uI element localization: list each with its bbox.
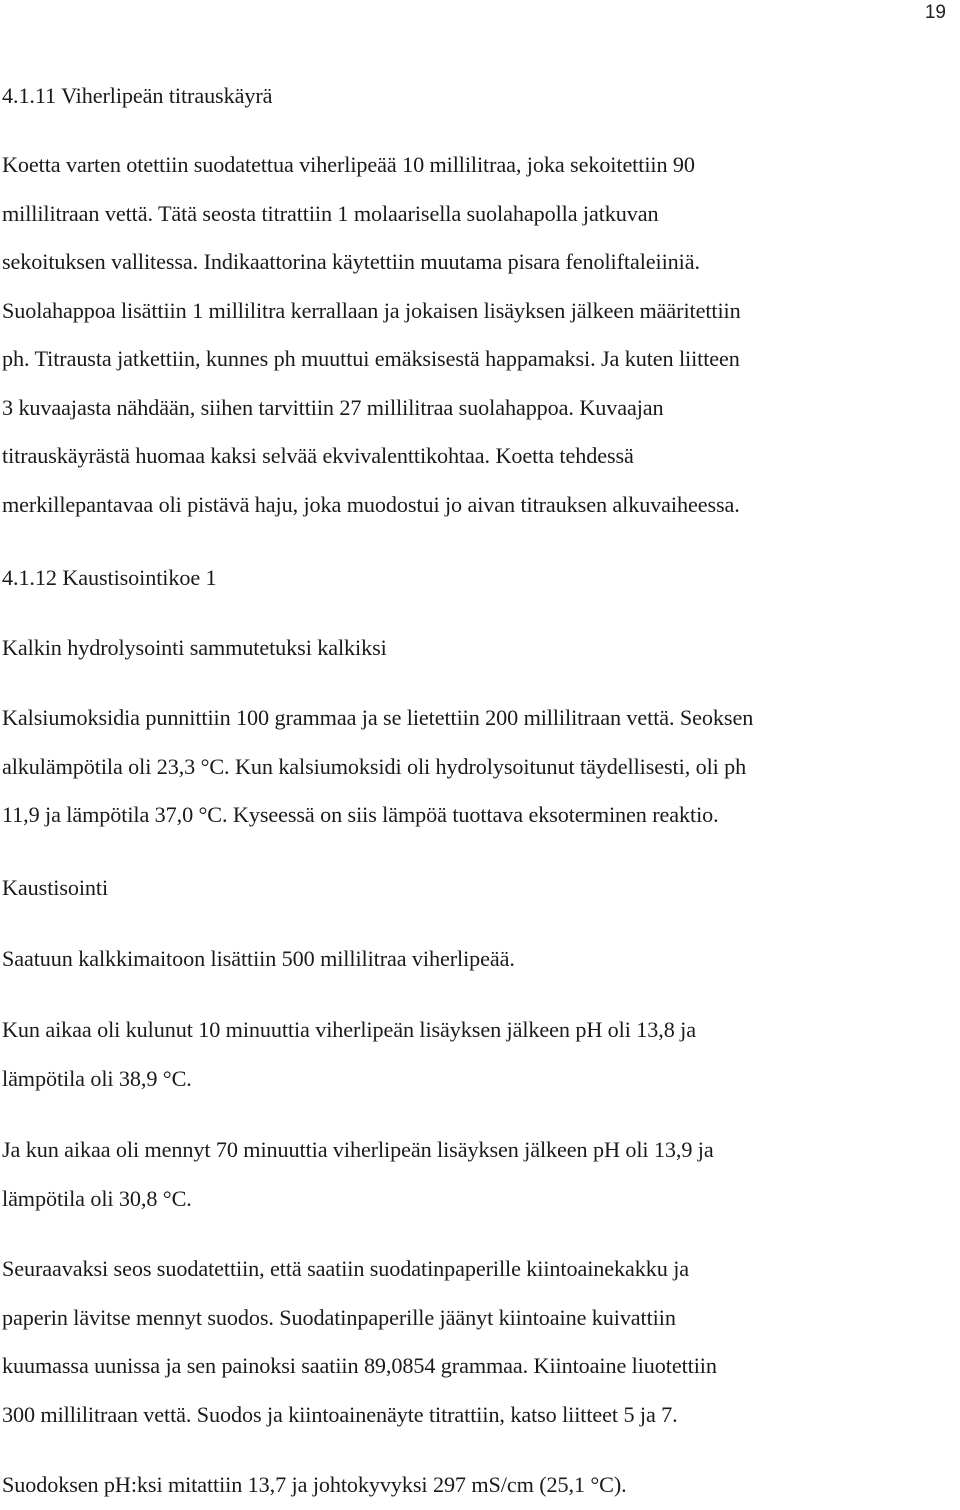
text-line: sekoituksen vallitessa. Indikaattorina käytettiin muutama pisara fenoliftaleiiniä. (2, 249, 700, 274)
text-line: ph. Titrausta jatkettiin, kunnes ph muuttui emäksisestä happamaksi. Ja kuten liitteen (2, 346, 740, 371)
paragraph-filtration (2, 1245, 958, 1439)
text-line: Suolahappoa lisättiin 1 millilitra kerrallaan ja jokaisen lisäyksen jälkeen määritettiin (2, 297, 741, 323)
text-line: 300 millilitraan vettä. Suodos ja kiintoainenäyte titrattiin, katso liitteet 5 ja 7. (2, 1401, 678, 1427)
paragraph-filtrate-ph: Suodoksen pH:ksi mitattiin 13,7 ja johtokyvyksi 297 mS/cm (25,1 °C). (2, 1472, 627, 1497)
text-line: Kun aikaa oli kulunut 10 minuuttia viherlipeän lisäyksen jälkeen pH oli 13,8 ja (2, 1017, 696, 1042)
text-line: 3 kuvaajasta nähdään, siihen tarvittiin 27 millilitraa suolahappoa. Kuvaajan (2, 394, 664, 420)
paragraph-70-minutes (2, 1126, 958, 1223)
text-line: Ja kun aikaa oli mennyt 70 minuuttia viherlipeän lisäyksen jälkeen pH oli 13,9 ja (2, 1137, 714, 1162)
text-line: lämpötila oli 38,9 °C. (2, 1065, 192, 1091)
text-line: kuumassa uunissa ja sen painoksi saatiin 89,0854 grammaa. Kiintoaine liuotettiin (2, 1353, 717, 1378)
subheading-causticizing: Kaustisointi (2, 875, 109, 900)
text-line: millilitraan vettä. Tätä seosta titrattiin 1 molaarisella suolahapolla jatkuvan (2, 200, 659, 226)
page-number: 19 (924, 2, 946, 23)
text-line: Kalsiumoksidia punnittiin 100 grammaa ja se lietettiin 200 millilitraan vettä. Seoksen (2, 705, 754, 730)
text-line: Seuraavaksi seos suodatettiin, että saatiin suodatinpaperille kiintoainekakku ja (2, 1256, 690, 1281)
text-line: merkillepantavaa oli pistävä haju, joka muodostui jo aivan titrauksen alkuvaiheessa. (2, 491, 740, 517)
text-line: 11,9 ja lämpötila 37,0 °C. Kyseessä on siis lämpöä tuottava eksoterminen reaktio. (2, 802, 719, 827)
text-line: paperin lävitse mennyt suodos. Suodatinpaperille jäänyt kiintoaine kuivattiin (2, 1304, 676, 1330)
section-heading-causticizing-test: 4.1.12 Kaustisointikoe 1 (2, 565, 217, 590)
subheading-lime-hydrolysis: Kalkin hydrolysointi sammutetuksi kalkiksi (2, 635, 387, 660)
paragraph-titration (2, 141, 958, 529)
text-line: alkulämpötila oli 23,3 °C. Kun kalsiumoksidi oli hydrolysoitunut täydellisesti, oli ph (2, 753, 747, 779)
text-line: titrauskäyrästä huomaa kaksi selvää ekvivalenttikohtaa. Koetta tehdessä (2, 443, 634, 468)
section-heading-titration-curve: 4.1.11 Viherlipeän titrauskäyrä (2, 83, 273, 108)
paragraph-green-liquor-added: Saatuun kalkkimaitoon lisättiin 500 millilitraa viherlipeää. (2, 946, 515, 971)
text-line: Koetta varten otettiin suodatettua viherlipeää 10 millilitraa, joka sekoitettiin 90 (2, 152, 695, 177)
text-line: lämpötila oli 30,8 °C. (2, 1185, 192, 1211)
paragraph-calcium-oxide (2, 694, 958, 840)
paragraph-10-minutes (2, 1006, 958, 1103)
